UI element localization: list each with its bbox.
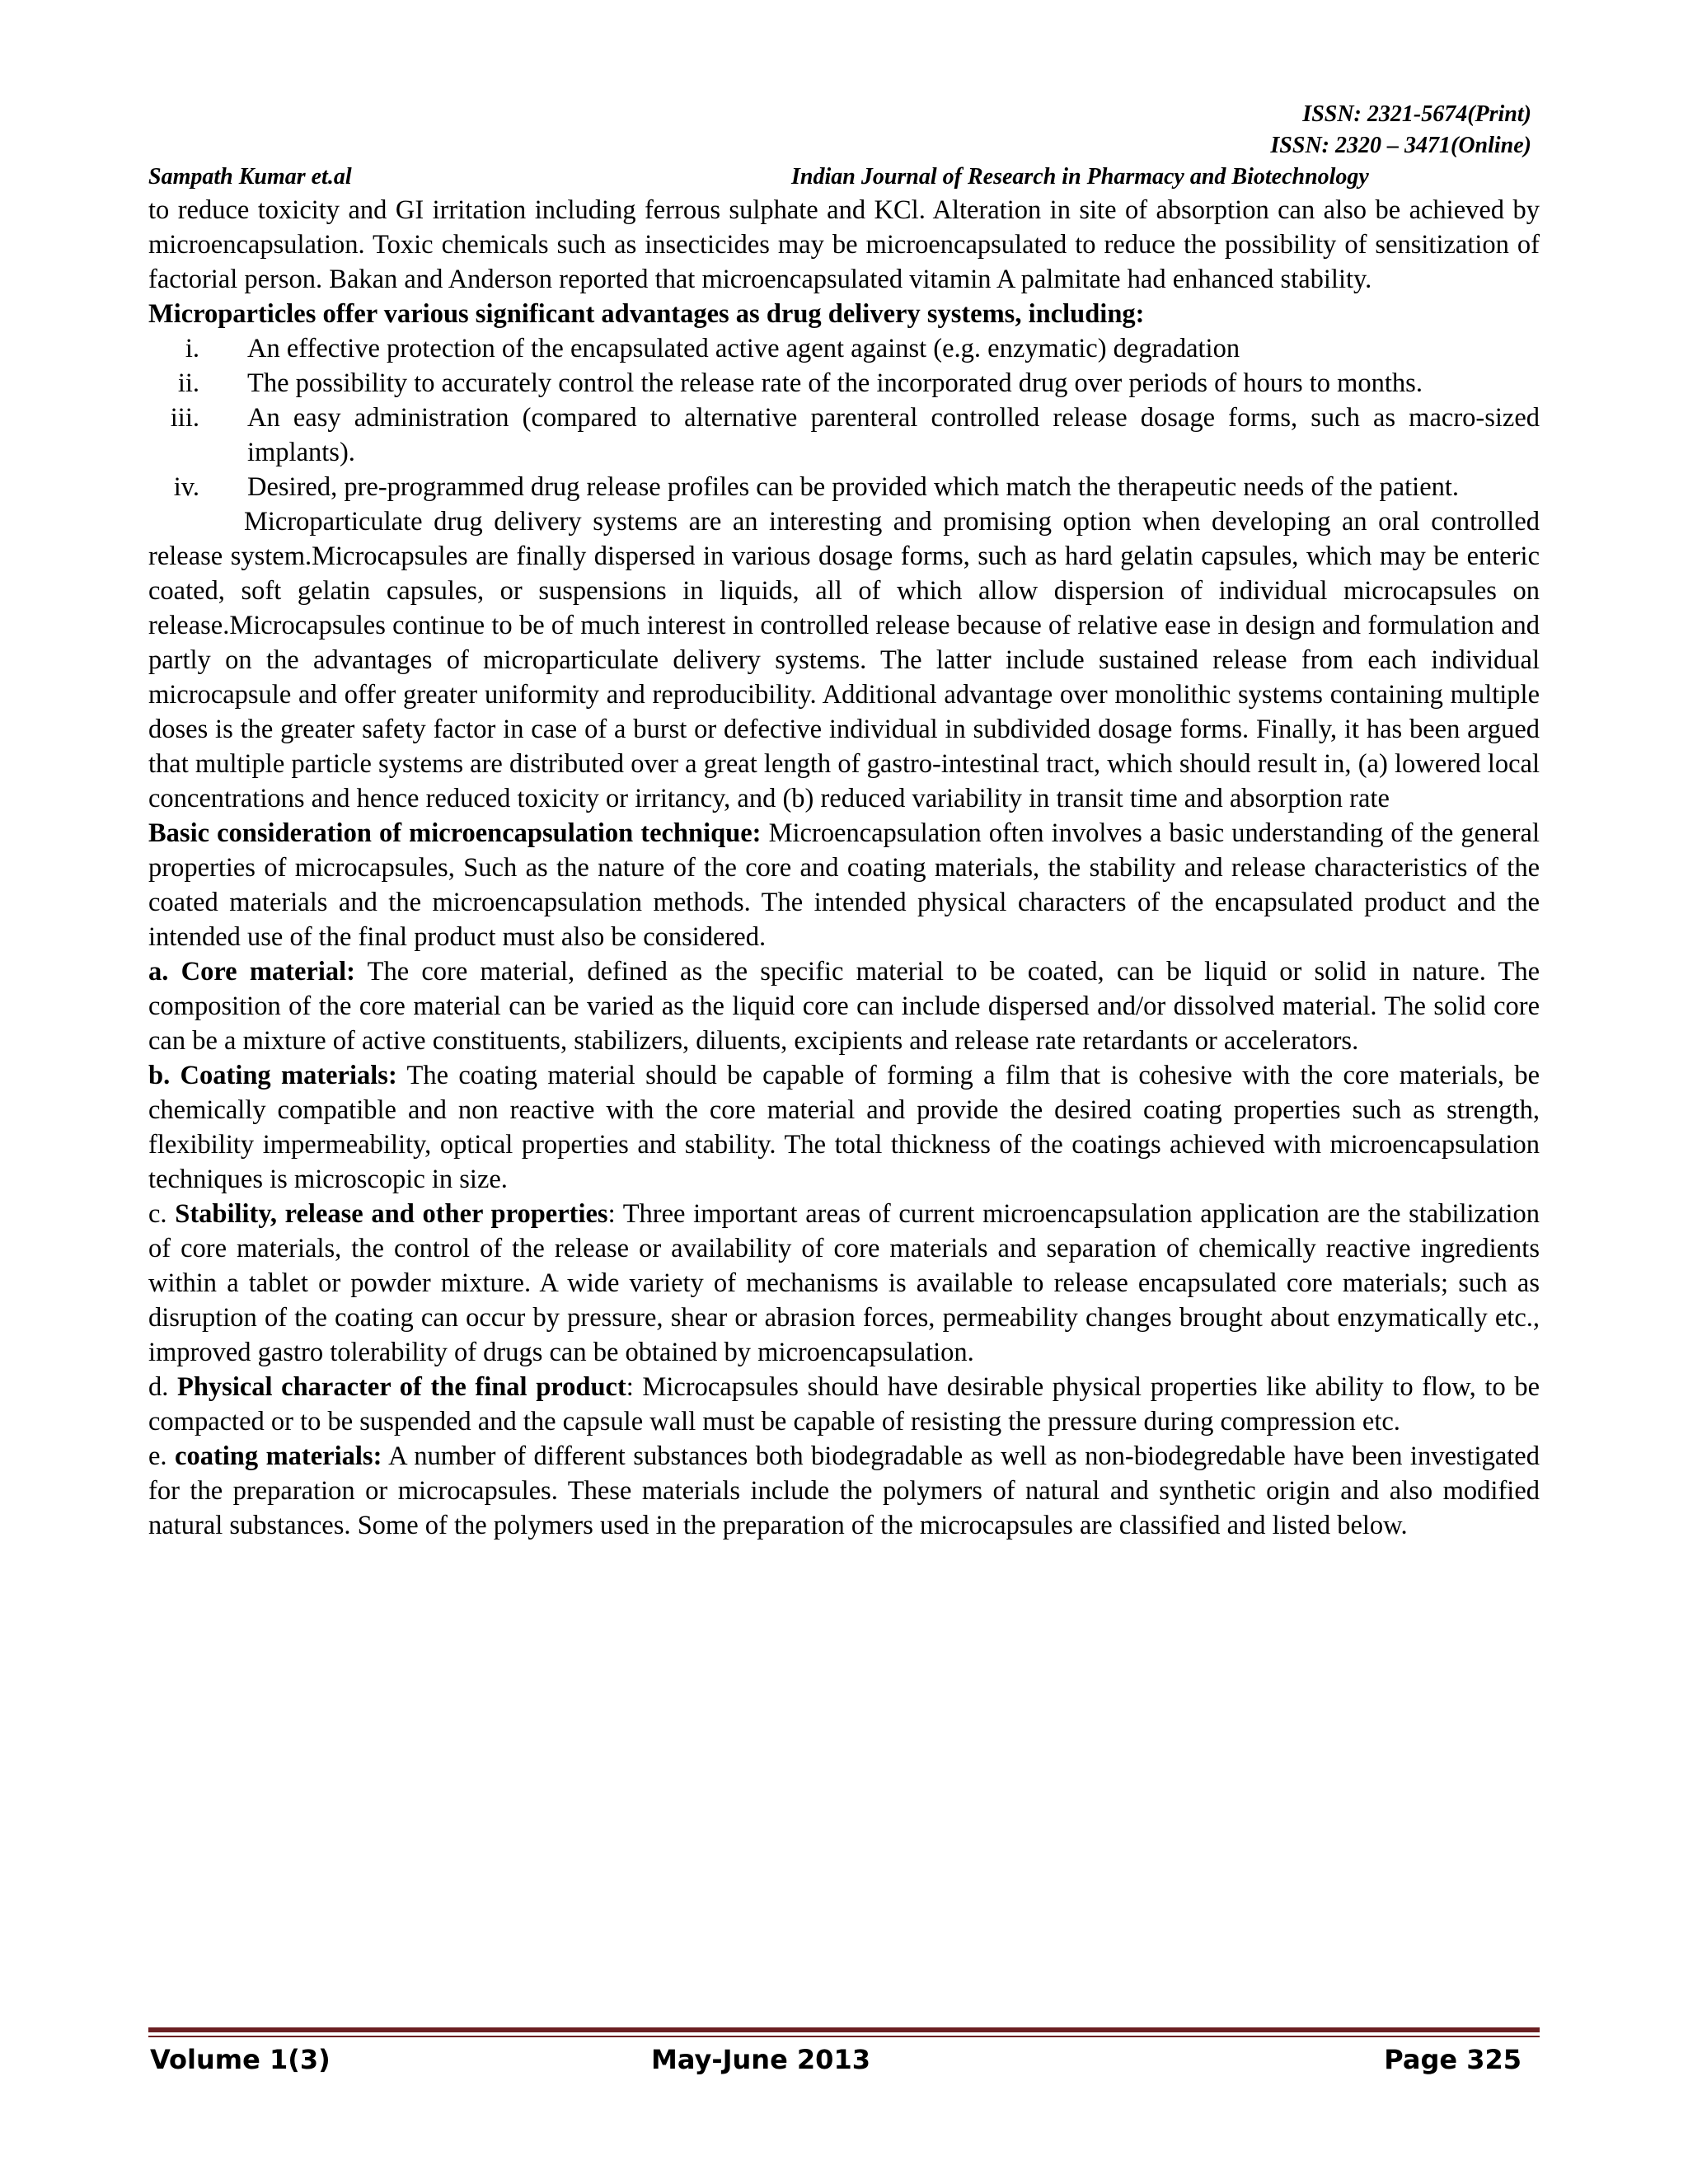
advantages-list bbox=[148, 331, 1540, 504]
section-stability bbox=[148, 1197, 1540, 1370]
section-text: : Three important areas of current microencapsulation application are the stabilization of core materials, the control of the release or availability of core materials and separation of chemically reactive ingredients within a tablet or powder mixture. A wide variety of mechanisms is available to release encapsulated core materials; such as disruption of the coating can occur by pressure, shear or abrasion forces, permeability changes brought about enzymatically etc., improved gastro tolerability of drugs can be obtained by microencapsulation. bbox=[148, 1199, 1540, 1367]
running-header-journal: Indian Journal of Research in Pharmacy and Biotechnology bbox=[791, 164, 1369, 190]
footer-page-number: Page 325 bbox=[1384, 2044, 1522, 2075]
footer-rule-thick bbox=[148, 2027, 1540, 2032]
footer-date: May-June 2013 bbox=[651, 2044, 870, 2075]
footer-rule-thin bbox=[148, 2036, 1540, 2037]
intro-paragraph: to reduce toxicity and GI irritation including ferrous sulphate and KCl. Alteration in site of absorption can also be achieved by microencapsulation. Toxic chemicals such as insecticides may be microencapsulated to reduce the possibility of sensitization of factorial person. Bakan and Anderson reported that microencapsulated vitamin A palmitate had enhanced stability. bbox=[148, 195, 1540, 294]
section-heading: coating materials: bbox=[175, 1441, 382, 1471]
section-coating-materials-e bbox=[148, 1439, 1540, 1543]
section-physical-character bbox=[148, 1370, 1540, 1439]
basic-consideration-heading: Basic consideration of microencapsulation technique: bbox=[148, 818, 762, 848]
list-item-text: The possibility to accurately control the release rate of the incorporated drug over periods of hours to months. bbox=[247, 368, 1423, 398]
list-item-text: An easy administration (compared to alternative parenteral controlled release dosage forms, such as macro-sized implants). bbox=[247, 403, 1540, 467]
list-item-number: iv. bbox=[173, 472, 199, 502]
section-prefix: e. bbox=[148, 1441, 176, 1471]
list-item-number: i. bbox=[185, 334, 199, 363]
section-text: A number of different substances both biodegradable as well as non-biodegredable have been investigated for the preparation or microcapsules. These materials include the polymers of natural and synthetic origin and also modified natural substances. Some of the polymers used in the preparation of the microcapsules are classified and listed below. bbox=[148, 1441, 1540, 1540]
page-footer bbox=[148, 2044, 1540, 2085]
list-item-text: An effective protection of the encapsulated active agent against (e.g. enzymatic) degradation bbox=[247, 334, 1240, 363]
section-heading: b. Coating materials: bbox=[148, 1061, 397, 1090]
list-item bbox=[148, 331, 1540, 366]
section-prefix: d. bbox=[148, 1372, 177, 1402]
section-heading: Stability, release and other properties bbox=[175, 1199, 608, 1229]
section-coating-materials bbox=[148, 1058, 1540, 1197]
section-text: The core material, defined as the specific material to be coated, can be liquid or solid in nature. The composition of the core material can be varied as the liquid core can include dispersed and/or dissolved material. The solid core can be a mixture of active constituents, stabilizers, diluents, excipients and release rate retardants or accelerators. bbox=[148, 957, 1540, 1056]
microparticulate-paragraph: Microparticulate drug delivery systems are an interesting and promising option when developing an oral controlled release system.Microcapsules are finally dispersed in various dosage forms, such as hard gelatin capsules, which may be enteric coated, soft gelatin capsules, or suspensions in liquids, all of which allow dispersion of individual microcapsules on release.Microcapsules continue to be of much interest in controlled release because of relative ease in design and formulation and partly on the advantages of microparticulate delivery systems. The latter include sustained release from each individual microcapsule and offer greater uniformity and reproducibility. Additional advantage over monolithic systems containing multiple doses is the greater safety factor in case of a burst or defective individual in subdivided dosage forms. Finally, it has been argued that multiple particle systems are distributed over a great length of gastro-intestinal tract, which should result in, (a) lowered local concentrations and hence reduced toxicity or irritancy, and (b) reduced variability in transit time and absorption rate bbox=[148, 507, 1540, 813]
section-prefix: c. bbox=[148, 1199, 176, 1229]
list-item-number: ii. bbox=[177, 368, 199, 398]
footer-volume: Volume 1(3) bbox=[150, 2044, 331, 2075]
list-item-number: iii. bbox=[170, 403, 199, 433]
section-text: : Microcapsules should have desirable physical properties like ability to flow, to be compacted or to be suspended and the capsule wall must be capable of resisting the pressure during compression etc. bbox=[148, 1372, 1540, 1436]
basic-consideration-text: Microencapsulation often involves a basic understanding of the general properties of microcapsules, Such as the nature of the core and coating materials, the stability and release characteristics of the coated materials and the microencapsulation methods. The intended physical characters of the encapsulated product and the intended use of the final product must also be considered. bbox=[148, 818, 1540, 952]
advantages-heading-text: Microparticles offer various significant advantages as drug delivery systems, including: bbox=[148, 299, 1145, 329]
running-header bbox=[148, 162, 1540, 193]
section-heading: a. Core material: bbox=[148, 957, 355, 987]
section-core-material bbox=[148, 954, 1540, 1058]
list-item bbox=[148, 470, 1540, 504]
list-item bbox=[148, 401, 1540, 470]
advantages-heading bbox=[148, 297, 1540, 331]
page bbox=[148, 99, 1540, 1543]
section-heading: Physical character of the final product bbox=[177, 1372, 626, 1402]
section-text: The coating material should be capable of forming a film that is cohesive with the core materials, be chemically compatible and non reactive with the core material and provide the desired coating properties such as strength, flexibility impermeability, optical properties and stability. The total thickness of the coatings achieved with microencapsulation techniques is microscopic in size. bbox=[148, 1061, 1540, 1194]
list-item-text: Desired, pre-programmed drug release profiles can be provided which match the therapeutic needs of the patient. bbox=[247, 472, 1460, 502]
running-header-author: Sampath Kumar et.al bbox=[148, 164, 352, 190]
issn-print: ISSN: 2321-5674(Print) bbox=[1302, 101, 1531, 127]
issn-online: ISSN: 2320 – 3471(Online) bbox=[1270, 133, 1531, 158]
article-body bbox=[148, 193, 1540, 1543]
list-item bbox=[148, 366, 1540, 401]
basic-consideration-paragraph bbox=[148, 816, 1540, 954]
